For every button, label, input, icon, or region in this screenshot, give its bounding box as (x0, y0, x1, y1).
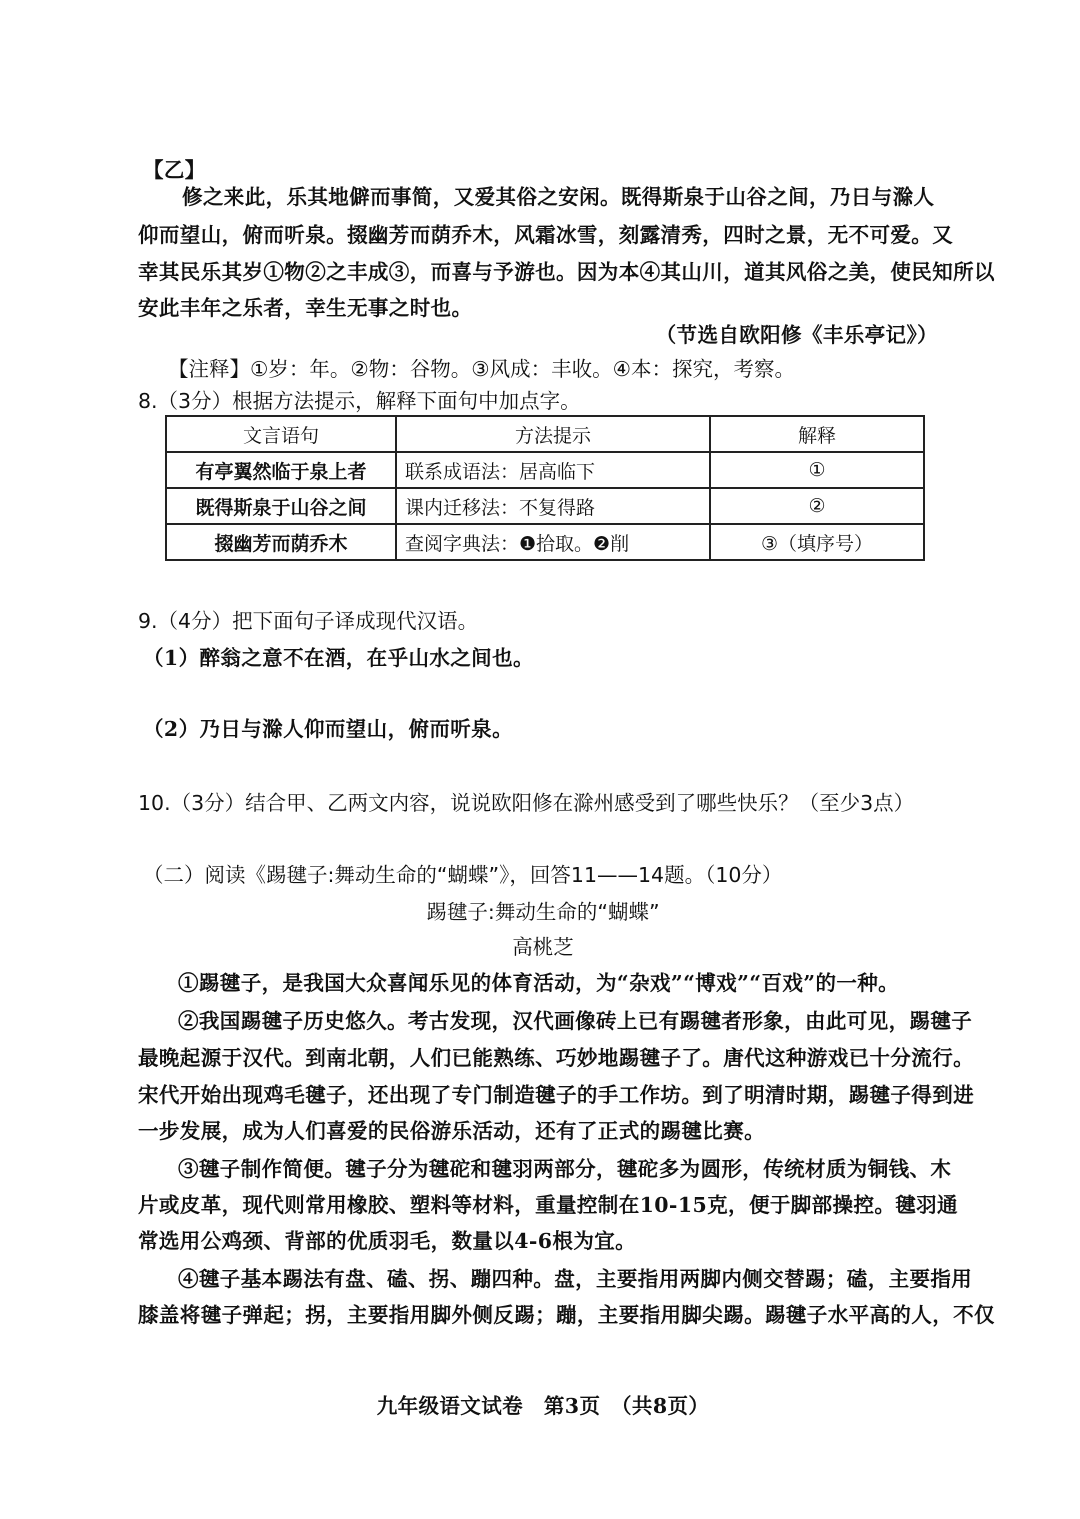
section2-intro: （二）阅读《踢毽子:舞动生命的“蝴蝶”》，回答11——14题。（10分） (143, 863, 783, 887)
article-line-8: 常选用公鸡颈、背部的优质羽毛，数量以4-6根为宜。 (138, 1229, 637, 1253)
table-cell: 联系成语法：居高临下 (396, 452, 710, 488)
article-title: 踢毽子:舞动生命的“蝴蝶” (426, 900, 660, 924)
q10-stem: 10.（3分）结合甲、乙两文内容，说说欧阳修在滁州感受到了哪些快乐？（至少3点） (138, 791, 915, 815)
answer-blank[interactable]: ① (710, 452, 924, 488)
q8-table (165, 415, 925, 561)
table-row (166, 524, 924, 560)
article-line-7: 片或皮革，现代则常用橡胶、塑料等材料，重量控制在10-15克，便于脚部操控。毽羽通 (138, 1193, 958, 1217)
q8-stem: 8.（3分）根据方法提示，解释下面句中加点字。 (138, 389, 581, 413)
table-row (166, 488, 924, 524)
table-cell: 有亭翼然临于泉上者 (166, 452, 396, 488)
table-row (166, 452, 924, 488)
answer-blank[interactable]: ② (710, 488, 924, 524)
article-author: 高桃芝 (512, 935, 574, 959)
article-line-6: ③毽子制作简便。毽子分为毽砣和毽羽两部分，毽砣多为圆形，传统材质为铜钱、木 (178, 1157, 952, 1181)
article-line-2: ②我国踢毽子历史悠久。考古发现，汉代画像砖上已有踢毽者形象，由此可见，踢毽子 (178, 1009, 973, 1033)
article-line-3: 最晚起源于汉代。到南北朝，人们已能熟练、巧妙地踢毽子了。唐代这种游戏已十分流行。 (138, 1046, 974, 1070)
table-header: 方法提示 (396, 416, 710, 452)
table-cell: 掇幽芳而荫乔木 (166, 524, 396, 560)
q9-sentence-2: （2）乃日与滁人仰而望山，俯而听泉。 (143, 717, 513, 741)
yi-line-3: 幸其民乐其岁①物②之丰成③，而喜与予游也。因为本④其山川，道其风俗之美，使民知所以 (138, 260, 995, 284)
yi-source: （节选自欧阳修《丰乐亭记》） (655, 323, 938, 347)
article-line-5: 一步发展，成为人们喜爱的民俗游乐活动，还有了正式的踢毽比赛。 (138, 1119, 765, 1143)
table-cell: 课内迁移法：不复得路 (396, 488, 710, 524)
table-header-row (166, 416, 924, 452)
article-line-10: 膝盖将毽子弹起；拐，主要指用脚外侧反踢；蹦，主要指用脚尖踢。踢毽子水平高的人，不仅 (138, 1303, 995, 1327)
q9-sentence-1: （1）醉翁之意不在酒，在乎山水之间也。 (143, 646, 534, 670)
article-line-1: ①踢毽子，是我国大众喜闻乐见的体育活动，为“杂戏”“博戏”“百戏”的一种。 (178, 971, 900, 995)
article-line-4: 宋代开始出现鸡毛毽子，还出现了专门制造毽子的手工作坊。到了明清时期，踢毽子得到进 (138, 1083, 974, 1107)
article-line-9: ④毽子基本踢法有盘、磕、拐、蹦四种。盘，主要指用两脚内侧交替踢；磕，主要指用 (178, 1267, 973, 1291)
yi-notes: 【注释】①岁：年。②物：谷物。③风成：丰收。④本：探究，考察。 (168, 357, 796, 381)
table-cell: 既得斯泉于山谷之间 (166, 488, 396, 524)
table-cell: 查阅字典法：❶拾取。❷削 (396, 524, 710, 560)
yi-heading: 【乙】 (143, 158, 206, 182)
page-footer: 九年级语文试卷 第3页 （共8页） (376, 1394, 710, 1418)
table-header: 解释 (710, 416, 924, 452)
yi-line-1: 修之来此，乐其地僻而事简，又爱其俗之安闲。既得斯泉于山谷之间，乃日与滁人 (182, 185, 935, 209)
answer-blank[interactable]: ③（填序号） (710, 524, 924, 560)
yi-line-4: 安此丰年之乐者，幸生无事之时也。 (138, 296, 473, 320)
yi-line-2: 仰而望山，俯而听泉。掇幽芳而荫乔木，风霜冰雪，刻露清秀，四时之景，无不可爱。又 (138, 223, 954, 247)
table-header: 文言语句 (166, 416, 396, 452)
q9-stem: 9.（4分）把下面句子译成现代汉语。 (138, 609, 479, 633)
